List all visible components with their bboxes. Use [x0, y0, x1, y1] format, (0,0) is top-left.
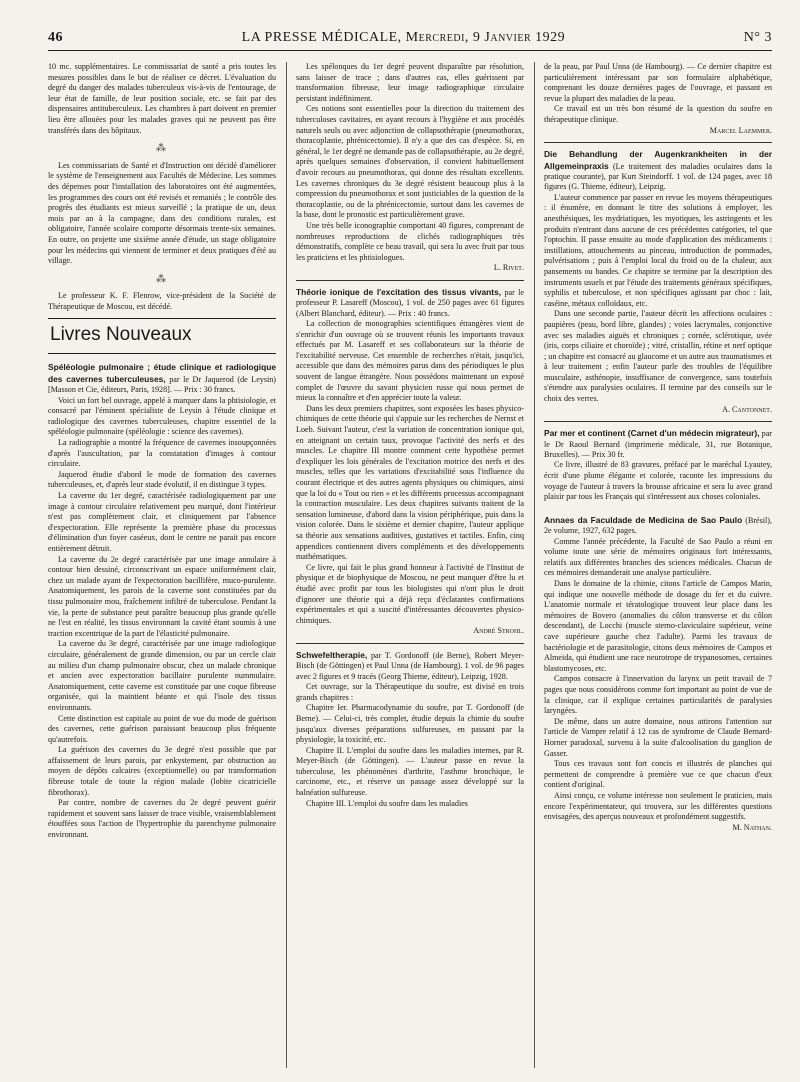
- paragraph: Ce travail est un très bon résumé de la question du soufre en thérapeutique clinique.: [544, 104, 772, 124]
- text-columns: [48, 62, 772, 1068]
- section-separator: ⁂: [156, 273, 168, 285]
- paragraph: Les spélonques du 1er degré peuvent disparaître par résolution, sans laisser de trace ; dans d'autres cas, elles guérissent par transformation fibreuse, leur image radiographique circulaire persistant indéfiniment.: [296, 62, 524, 103]
- review-meta: par le Dr Jaquerod (de Leysin) [Masson et Cie, éditeurs, Paris, 1928]. — Prix : 30 francs.: [48, 374, 276, 395]
- paragraph: Dans le domaine de la chimie, citons l'article de Campos Marin, qui indique une nouvelle méthode de dosage du fer et du cuivre. L'anatomie normale et tératologique trouvent leur place dans les mémoires de Bovero (anomalies du côlon transverse et du côlon descendant), de Locchi (muscle sterno-claviculaire supérieur, veine cave supérieure gauche chez l'adulte). Parmi les travaux de bactériologie et de parasitologie, citons deux mémoires de Campos et Almeida, qui étudient une race neurotrope de trypanosomes, certaines blastomycoses, etc.: [544, 579, 772, 673]
- review-meta: par T. Gordonoff (de Berne), Robert Meyer-Bisch (de Göttingen) et Paul Unna (de Hambourg). 1 vol. de 96 pages avec 2 figures et 9 tracés (Georg Thieme, éditeur), Leipzig, 1928.: [296, 650, 524, 681]
- review-title: Théorie ionique de l'excitation des tissus vivants,: [296, 286, 502, 297]
- review-meta: (Brésil), 2e volume, 1927, 632 pages.: [544, 515, 772, 536]
- page-number: 46: [48, 30, 63, 45]
- paragraph: La caverne du 2e degré caractérisée par une image annulaire à contour bien dessiné, circonscrivant un espace uniformément clair, chez un malade ayant de l'expectoration bacillifère, muco-purulente. Anatomiquement, les parois de la caverne sont constituées par du tissu pulmonaire mou, fraîchement infiltré de tuberculose. Pendant la vie, la perte de substance peut paraître beaucoup plus grande qu'elle ne l'est en réalité, les tissus environnant la cavité étant soumis à une traction excentrique de la part de l'élasticité pulmonaire.: [48, 554, 276, 638]
- section-title: Livres Nouveaux: [50, 324, 192, 346]
- spacer: [544, 503, 772, 509]
- paragraph: De même, dans un autre domaine, nous attirons l'attention sur l'article de Vampre relatif à 12 cas de syndrome de Claude Bernard-Horner paradoxal, survenu à la suite d'alcoolisation du ganglion de Gasser.: [544, 716, 772, 758]
- section-separator: ⁂: [156, 143, 168, 155]
- paragraph: Chapitre Ier. Pharmacodynamie du soufre, par T. Gordonoff (de Berne). — Celui-ci, très complet, étudie depuis la chimie du soufre jusqu'aux diverses préparations sulfureuses, en passant par la physiologie, la toxicité, etc.: [296, 703, 524, 745]
- paragraph: Cet ouvrage, sur la Thérapeutique du soufre, est divisé en trois grands chapitres :: [296, 682, 524, 702]
- paragraph: 10 mc. supplémentaires. Le commissariat de santé a pris toutes les mesures possibles dans le but de réaliser ce décret. L'évaluation du degré du danger des malades tuberculeux vis-à-vis de l'entourage, de leur état de famille, de leur position sociale, etc. se fait par des dispensaires antituberculeux. Les chambres à part doivent en premier lieu être allouées pour les malades graves qui ne peuvent pas être transférés dans des hôpitaux.: [48, 62, 276, 135]
- journal-title: LA PRESSE MÉDICALE, Mercredi, 9 Janvier 1929: [241, 30, 566, 45]
- review-signature: A. Cantonnet.: [722, 404, 772, 414]
- column-middle: [286, 62, 524, 1068]
- review-heading: [296, 287, 524, 319]
- review-divider: [296, 280, 524, 281]
- paragraph: La collection de monographies scientifiques étrangères vient de s'enrichir d'un ouvrage où se trouvent réunis les importants travaux effectués par M. Lasareff et ses collaborateurs sur la théorie de l'excitabilité nerveuse. Cet ensemble de recherches n'était, jusqu'ici, accessible que dans des mémoires parus dans des périodiques le plus souvent de langue étrangère. Nous possédons maintenant un exposé complet de l'œuvre du savant physicien russe qui nous permet de mieux la connaître et d'en apprécier toute la valeur.: [296, 319, 524, 403]
- review-title: Schwefeltherapie,: [296, 649, 368, 660]
- paragraph: La caverne du 1er degré, caractérisée radiologiquement par une image à contour circulaire relativement peu marqué, dont l'intérieur n'est pas complètement clair, et cliniquement par l'absence d'expectoration. Elle représente la première phase du processus d'élimination d'un foyer caséeux, dont le centre ne parait pas encore entièrement détruit.: [48, 491, 276, 553]
- column-left: [48, 62, 276, 1068]
- paragraph: La guérison des cavernes du 3e degré n'est possible que par affaissement de leurs parois, par enkystement, par obstruction au moyen de dépôts calcaires (exceptionnelle) ou par transformation fibreuse totale de toute la région malade (lobite cicatricielle fibrothorax).: [48, 745, 276, 797]
- review-signature: André Strohl.: [473, 626, 524, 636]
- column-right: [534, 62, 772, 1068]
- paragraph: La radiographie a montré la fréquence de cavernes insoupçonnées d'après l'auscultation, par la constatation d'images à contour circulaire.: [48, 438, 276, 469]
- paragraph: La caverne du 3e degré, caractérisée par une image radiologique circulaire, généralement de grande dimension, ou par un cercle clair au milieu d'un champ pulmonaire obscur, chez un malade chronique et ancien avec expectoration bacillaire purulente nummulaire. Anatomiquement, cette caverne est constituée par une coque fibreuse organisée, qui la maintient béante et qui l'isole des tissus environnants.: [48, 639, 276, 712]
- review-title: Par mer et continent (Carnet d'un médecin migrateur),: [544, 428, 760, 439]
- paragraph: Jaquerod étudie d'abord le mode de formation des cavernes tuberculeuses, et, d'après leur stade évolutif, il en distingue 3 types.: [48, 469, 276, 490]
- paragraph: Ce livre, qui fait le plus grand honneur à l'activité de l'Institut de physique et de biophysique de Moscou, ne peut manquer d'être lu et étudié avec profit par tous les biologistes qui n'ont plus le droit d'ignorer une théorie qui a déjà reçu d'éclatantes confirmations expérimentales et qui a suscité d'intéressantes découvertes physico-chimiques.: [296, 562, 524, 625]
- review-divider: [544, 142, 772, 143]
- paragraph: Une très belle iconographie comportant 40 figures, comprenant de nombreuses reproductions de clichés radiographiques très démonstratifs, complète ce beau travail, qui sera lu avec fruit par tous les praticiens et les phtisiologues.: [296, 220, 524, 262]
- paragraph: Les commissariats de Santé et d'Instruction ont décidé d'améliorer le système de l'enseignement aux Facultés de Médecine. Les sommes des dépenses pour l'installation des laboratoires ont été augmentées, les programmes des cours ont été revisés et remaniés ; le contrôle des progrès des étudiants est mieux surveillé ; la pratique de un, deux mois par an à la campagne, dans des conditions rurales, est obligatoire, l'année scolaire comporte désormais trente-six semaines. En outre, on projette une sixième année d'étude, un stage obligatoire pour les médecins qui viennent de terminer et deux pratiques d'été au village.: [48, 160, 276, 266]
- review-title: Spéléologie pulmonaire ; étude clinique et radiologique des cavernes tuberculeuses,: [48, 362, 276, 384]
- paragraph: Par contre, nombre de cavernes du 2e degré peuvent guérir rapidement et souvent sans laisser de trace visible, vraisemblablement étouffées sous l'action de l'hypertrophie du parenchyme pulmonaire environnant.: [48, 798, 276, 840]
- paragraph: Chapitre II. L'emploi du soufre dans les maladies internes, par R. Meyer-Bisch (de Göttingen). — L'auteur passe en revue la tuberculose, les phénomènes d'arthrite, l'asthme bronchique, le carcinome, etc., et réserve un passage assez développé sur la balnéation sulfureuse.: [296, 745, 524, 798]
- page-header: [48, 30, 772, 51]
- section-rule: [48, 318, 276, 319]
- paragraph: Dans les deux premiers chapitres, sont exposées les bases physico-chimiques de cette théorie qui s'appuie sur les recherches de Nernst et Loeb. Suivant l'auteur, c'est la variation de concentration ionique qui, en atteignant un certain taux, provoque l'activité des nerfs et des muscles. Le chapitre III montre comment cette hypothèse permet d'expliquer les lois générales de l'excitation motrice des nerfs et des muscles, telles que les variations d'excitabilité sous l'influence du courant électrique et des autres agents physiques ou chimiques, ainsi que la loi du « Tout ou rien » et les différents processus accompagnant la contraction musculaire. Les deux chapitres suivants traitent de la sensation lumineuse, d'abord dans la vision périphérique, puis dans la vision colorée. Dans le sixième et dernier chapitre, l'auteur applique sa théorie aux sensations auditives, gustatives et tactiles. Enfin, cinq appendices contiennent divers compléments et des développements mathématiques.: [296, 403, 524, 562]
- review-heading: [48, 362, 276, 395]
- review-divider: [544, 421, 772, 422]
- review-heading: [544, 428, 772, 460]
- review-heading: [544, 515, 772, 537]
- review-divider: [296, 643, 524, 644]
- review-title: Die Behandlung der Augenkrankheiten in der Allgemeinpraxis: [544, 149, 772, 171]
- paragraph: Tous ces travaux sont fort concis et illustrés de planches qui permettent de comprendre à première vue ce que chacun d'eux contient d'original.: [544, 759, 772, 790]
- paragraph: Dans une seconde partie, l'auteur décrit les affections oculaires : paupières (peau, bord libre, glandes) ; voies lacrymales, conjonctive avec ses maladies aiguës et chroniques ; cornée, sclérotique, uvée (iris, corps ciliaire et choroïde) ; vitré, cristallin, rétine et nerf optique ; un chapitre est consacré au glaucome et un autre aux traumatismes et à leur traitement ; enfin l'auteur parle des troubles de l'équilibre musculaire, asthénopie, insuffisance de convergence, sans toutefois s'étendre aux paralysies oculaires. Il termine par des conseils sur le choix des verres.: [544, 309, 772, 404]
- paragraph: Chapitre III. L'emploi du soufre dans les maladies: [306, 798, 468, 808]
- review-signature: M. Nathan.: [732, 822, 772, 832]
- issue-number: N° 3: [743, 30, 772, 45]
- review-signature: L. Rivet.: [493, 263, 524, 273]
- paragraph: Voici un fort bel ouvrage, appelé à marquer dans la phtisiologie, et consacré par l'éminent spécialiste de Leysin à l'étude clinique et radiologique des cavernes tuberculeuses, chapitre essentiel de la spéléologie pulmonaire (spéléologie : science des cavernes).: [48, 395, 276, 437]
- review-signature: Marcel Laemmer.: [709, 125, 772, 135]
- paragraph: Cette distinction est capitale au point de vue du mode de guérison des cavernes, cette guérison paraissant beaucoup plus fréquente qu'autrefois.: [48, 713, 276, 744]
- paragraph: Ce livre, illustré de 83 gravures, préfacé par le maréchal Lyautey, écrit d'une plume élégante et colorée, raconte les impressions du voyage de l'auteur à travers la brousse africaine et sera lu avec grand plaisir par tous les Français qui s'intéressent aux choses coloniales.: [544, 460, 772, 502]
- paragraph: Ces notions sont essentielles pour la direction du traitement des tuberculoses cavitaires, en ayant recours à l'hygiène et aux procédés naturels seuls ou avec adjonction de collapsothérapie (pneumothorax, thoracoplastie, phrénicectomie). Il n'y a que des cas d'espèce. Si, en général, le 1er degré ne demande pas de collapsothérapie, au 2e degré, après quelques semaines d'observation, il convient habituellement d'avoir recours au pneumothorax, qui donne des résultats excellents. Les cavernes chroniques du 3e degré résistent beaucoup plus à la compression du pneumothorax et sont justiciables de la question de la thoracoplastie, ou de la phrénicectomie, surtout dans les cavernes de la base, dont le pronostic est particulièrement grave.: [296, 104, 524, 220]
- paragraph: L'auteur commence par passer en revue les moyens thérapeutiques : il énumère, en donnant le titre des solutions à employer, les anesthésiques, les mydriatiques, les myotiques, les astringents et les produits n'entrant dans aucune de ces précédentes catégories, tel que l'optochin. Il passe ensuite au mode d'application des médicaments : instillations, attouchements au pinceau, introduction de pommades, pulvérisations ; puis à l'emploi local du froid ou de la chaleur, aux pansements ou bandes. Ce chapitre se termine par la description des instruments usuels et par l'étude des traitements généraux spécifiques, syphilis et tuberculose, et non spécifiques agissant par choc : lait, caséine, métaux colloïdaux, etc.: [544, 192, 772, 308]
- paragraph: Comme l'année précédente, la Faculté de Sao Paulo a réuni en volume toute une série de mémoires originaux fort intéressants, relatifs aux différentes branches des sciences médicales. Chacun de ces mémoires demanderait une analyse particulière.: [544, 536, 772, 578]
- review-meta: par le professeur P. Lasareff (Moscou), 1 vol. de 250 pages avec 61 figures (Albert Blanchard, éditeur). — Prix : 40 francs.: [296, 287, 524, 318]
- review-title: Annaes da Faculdade de Medicina de Sao Paulo: [544, 514, 743, 525]
- paragraph: Campos consacre à l'innervation du larynx un petit travail de 7 pages que nous considérons comme fort important au point de vue de la clinique, car il explique certaines particularités de paralysies laryngées.: [544, 674, 772, 716]
- review-heading: [296, 650, 524, 682]
- paragraph: de la peau, par Paul Unna (de Hambourg). — Ce dernier chapitre est particulièrement intéressant par son formulaire alphabétique, comprenant les douze dernières pages de l'ouvrage, et passant en revue la plupart des maladies de la peau.: [544, 62, 772, 103]
- review-heading: [544, 149, 772, 193]
- review-meta: par le Dr Raoul Bernard (imprimerie médicale, 31, rue Botanique, Bruxelles). — Prix 30 fr.: [544, 429, 772, 460]
- section-rule: [48, 353, 276, 354]
- paragraph: Ainsi conçu, ce volume intéresse non seulement le praticien, mais encore l'expérimentateur, qui trouvera, sur les différentes questions envisagées, des aperçus nouveaux et profondément suggestifs.: [544, 790, 772, 822]
- review-meta: (Le traitement des maladies oculaires dans la pratique courante), par Kurt Steindorff. 1 vol. de 124 pages, avec 18 figures (G. Thieme, éditeur), Leipzig.: [544, 161, 772, 192]
- paragraph: Le professeur K. F. Flenrow, vice-président de la Société de Thérapeutique de Moscou, est décédé.: [48, 291, 276, 311]
